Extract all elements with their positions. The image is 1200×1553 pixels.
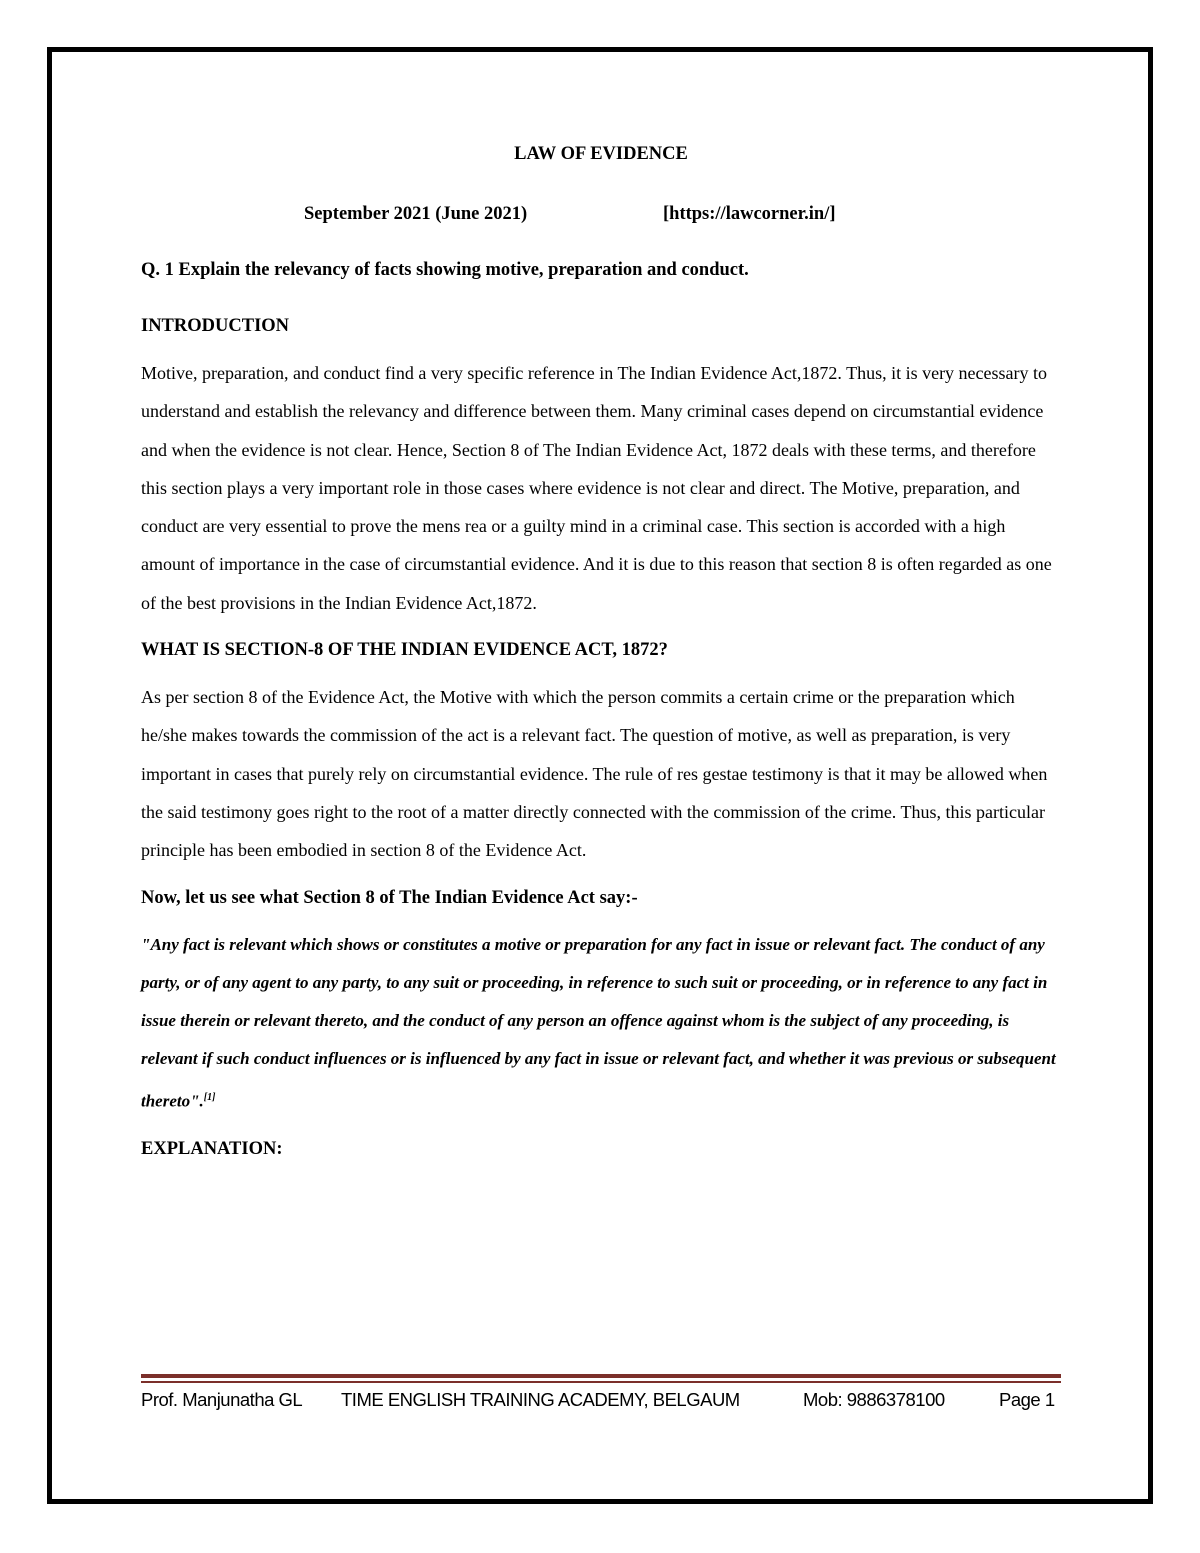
footer-mobile: Mob: 9886378100 [803,1389,945,1410]
document-date: September 2021 (June 2021) [304,204,528,224]
footer-page-number: Page 1 [999,1389,1055,1410]
footer-rule-thin [141,1381,1061,1383]
introduction-heading: INTRODUCTION [141,316,290,336]
now-heading: Now, let us see what Section 8 of The Indian Evidence Act say:- [141,887,638,908]
section8-paragraph: As per section 8 of the Evidence Act, the Motive with which the person commits a certain crime or the preparation which he/she makes towards the commission of the act is a relevant fact. The question of motive, as well as preparation, is very important in cases that purely rely on circumstantial evidence. The rule of res gestae testimony is that it may be allowed when the said testimony goes right to the root of a matter directly connected with the commission of the crime. Thus, this particular principle has been embodied in section 8 of the Evidence Act. [141,687,1048,861]
quote-text: "Any fact is relevant which shows or constitutes a motive or preparation for any fact in issue or relevant fact. The conduct of any party, or of any agent to any party, to any suit or proceeding, in reference to such suit or proceeding, or in reference to any fact in issue therein or relevant thereto, and the conduct of any person an offence against whom is the subject of any proceeding, is relevant if such conduct influences or is influenced by any fact in issue or relevant fact, and whether it was previous or subsequent thereto". [141,934,1056,1111]
explanation-heading: EXPLANATION: [141,1138,283,1159]
question-text: Q. 1 Explain the relevancy of facts showing motive, preparation and conduct. [141,260,749,280]
section8-heading: WHAT IS SECTION-8 OF THE INDIAN EVIDENCE ACT, 1872? [141,640,668,661]
page-footer [141,1386,1061,1414]
document-subtitle [141,200,1061,228]
source-url: [https://lawcorner.in/] [663,204,836,224]
quote-reference: [1] [203,1091,216,1103]
document-body [141,140,1061,1163]
footer-rule-thick [141,1374,1061,1378]
section8-quote [141,926,1061,1121]
footer-academy: TIME ENGLISH TRAINING ACADEMY, BELGAUM [341,1389,740,1410]
footer-rule [141,1374,1061,1383]
introduction-paragraph: Motive, preparation, and conduct find a very specific reference in The Indian Evidence Act,1872. Thus, it is very necessary to understand and establish the relevancy and difference between them. Many criminal cases depend on circumstantial evidence and when the evidence is not clear. Hence, Section 8 of The Indian Evidence Act, 1872 deals with these terms, and therefore this section plays a very important role in those cases where evidence is not clear and direct. The Motive, preparation, and conduct are very essential to prove the mens rea or a guilty mind in a criminal case. This section is accorded with a high amount of importance in the case of circumstantial evidence. And it is due to this reason that section 8 is often regarded as one of the best provisions in the Indian Evidence Act,1872. [141,363,1052,613]
footer-author: Prof. Manjunatha GL [141,1389,303,1410]
document-title: LAW OF EVIDENCE [514,144,688,164]
